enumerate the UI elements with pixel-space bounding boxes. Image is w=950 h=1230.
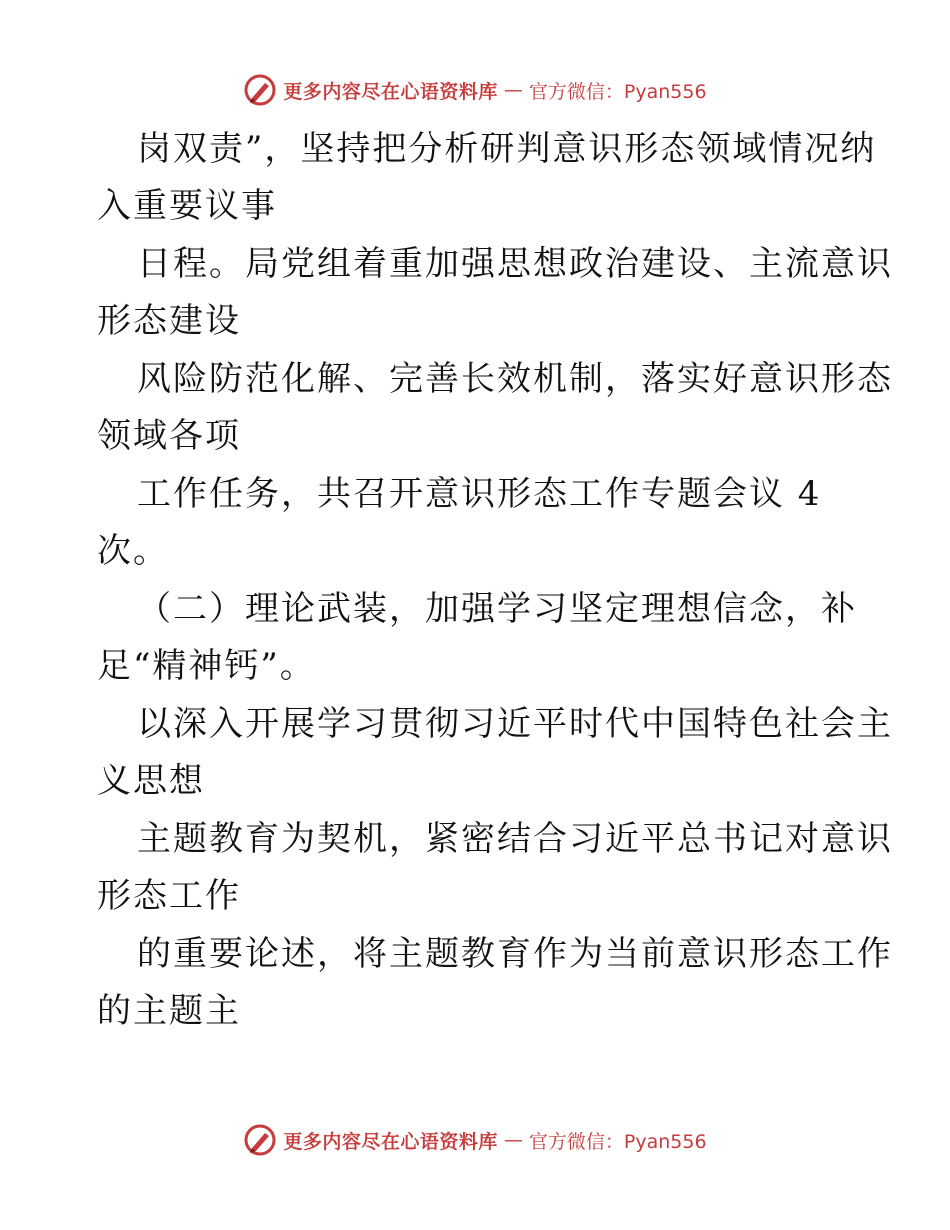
paragraph-line: 形态建设 [97, 301, 241, 341]
paragraph-line: 工作任务，共召开意识形态工作专题会议 4 [137, 474, 822, 514]
watermark-contact: 官方微信：Pyan556 [528, 80, 707, 103]
section-heading-line: （二）理论武装，加强学习坚定理想信念，补 [137, 589, 857, 629]
paragraph-line: 风险防范化解、完善长效机制，落实好意识形态 [137, 359, 893, 399]
header-watermark [0, 72, 950, 108]
paragraph-line: 形态工作 [97, 876, 241, 916]
watermark-contact: 官方微信：Pyan556 [528, 1130, 707, 1153]
watermark-text: 更多内容尽在心语资料库 [283, 80, 498, 103]
paragraph-line: 领域各项 [97, 416, 241, 456]
paragraph-line: 的主题主 [97, 991, 241, 1031]
paragraph-line: 义思想 [97, 761, 205, 801]
pen-emblem-icon [243, 1123, 277, 1157]
section-heading-line: 足“精神钙”。 [97, 646, 316, 686]
paragraph-line: 岗双责”，坚持把分析研判意识形态领域情况纳 [137, 129, 877, 169]
watermark-separator: — [503, 79, 523, 101]
footer-watermark [0, 1122, 950, 1158]
paragraph-line: 次。 [97, 531, 169, 571]
pen-emblem-icon [243, 73, 277, 107]
paragraph-line: 以深入开展学习贯彻习近平时代中国特色社会主 [137, 704, 893, 744]
paragraph-line: 日程。局党组着重加强思想政治建设、主流意识 [137, 244, 893, 284]
watermark-separator: — [503, 1129, 523, 1151]
paragraph-line: 主题教育为契机，紧密结合习近平总书记对意识 [137, 819, 893, 859]
paragraph-line: 入重要议事 [97, 186, 277, 226]
paragraph-line: 的重要论述，将主题教育作为当前意识形态工作 [137, 934, 893, 974]
watermark-text: 更多内容尽在心语资料库 [283, 1130, 498, 1153]
